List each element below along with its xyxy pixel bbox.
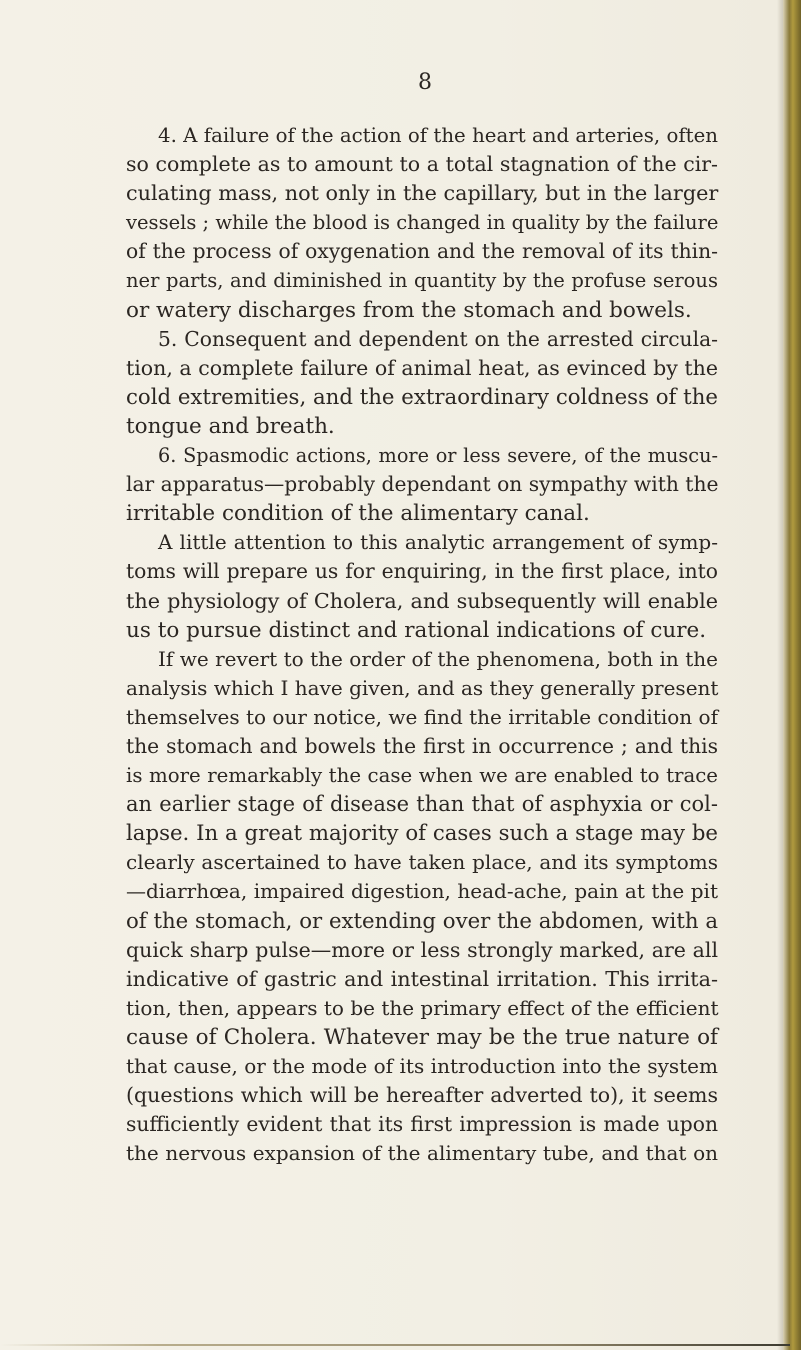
text-line: us to pursue distinct and rational indications of cure. [126, 617, 707, 643]
text-line: toms will prepare us for enquiring, in the first place, into [126, 559, 718, 584]
text-line: indicative of gastric and intestinal irritation. This irrita- [126, 966, 718, 991]
text-line: of the process of oxygenation and the removal of its thin- [126, 239, 718, 264]
page-number: 8 [418, 70, 432, 95]
text-line: analysis which I have given, and as they generally present [126, 675, 719, 700]
text-line: A little attention to this analytic arrangement of symp- [158, 530, 718, 555]
text-line: —diarrhœa, impaired digestion, head-ache, pain at the pit [126, 879, 718, 904]
text-line: of the stomach, or extending over the abdomen, with a [126, 908, 718, 934]
text-line: (questions which will be hereafter adverted to), it seems [126, 1083, 718, 1108]
text-line: culating mass, not only in the capillary, but in the larger [126, 181, 719, 206]
body-text [126, 121, 718, 1168]
text-line: If we revert to the order of the phenomena, both in the [158, 646, 718, 671]
text-line: 6. Spasmodic actions, more or less severe, of the muscu- [158, 444, 718, 468]
text-line: irritable condition of the alimentary canal. [126, 501, 590, 527]
text-line: themselves to our notice, we find the irritable condition of [126, 704, 718, 729]
text-line: ner parts, and diminished in quantity by the profuse serous [126, 269, 718, 293]
text-line: lapse. In a great majority of cases such a stage may be [126, 821, 718, 847]
text-line: vessels ; while the blood is changed in quality by the failure [126, 211, 719, 235]
text-line: cold extremities, and the extraordinary coldness of the [126, 384, 718, 410]
text-line: sufficiently evident that its first impression is made upon [126, 1112, 718, 1137]
text-line: lar apparatus—probably dependant on sympathy with the [126, 472, 719, 497]
text-line: 4. A failure of the action of the heart and arteries, often [158, 124, 718, 147]
text-line: that cause, or the mode of its introduction into the system [126, 1054, 718, 1078]
text-line: or watery discharges from the stomach and bowels. [126, 297, 692, 323]
text-line: so complete as to amount to a total stagnation of the cir- [126, 152, 718, 177]
bottom-edge-line [0, 1344, 790, 1346]
text-line: 5. Consequent and dependent on the arrested circula- [158, 326, 718, 351]
book-spine-edge [783, 0, 801, 1350]
text-line: quick sharp pulse—more or less strongly marked, are all [126, 937, 718, 962]
text-line: tongue and breath. [126, 413, 335, 439]
text-line: the stomach and bowels the first in occurrence ; and this [126, 733, 718, 758]
text-line: cause of Cholera. Whatever may be the true nature of [126, 1024, 718, 1050]
text-line: the nervous expansion of the alimentary tube, and that on [126, 1141, 718, 1166]
text-line: clearly ascertained to have taken place, and its symptoms [126, 850, 718, 875]
text-line: tion, a complete failure of animal heat, as evinced by the [126, 355, 718, 380]
text-line: an earlier stage of disease than that of asphyxia or col- [126, 792, 718, 817]
text-line: is more remarkably the case when we are enabled to trace [126, 764, 718, 788]
text-line: the physiology of Cholera, and subsequently will enable [126, 588, 718, 613]
text-line: tion, then, appears to be the primary effect of the efficient [126, 995, 719, 1020]
